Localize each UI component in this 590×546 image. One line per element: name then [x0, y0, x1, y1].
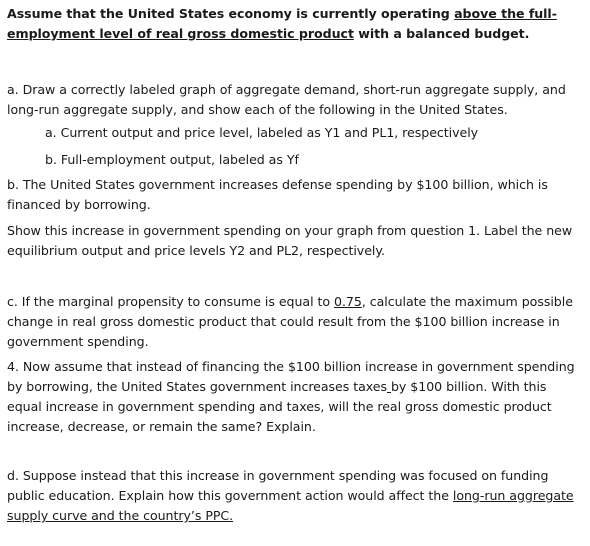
question-4-text-start: 4. Now assume that instead of financing the $100 billion increase in government spending by borrowing, the United States government increases taxes — [7, 359, 575, 394]
question-4-text-end: by $100 billion. With this equal increase in government spending and taxes, will the real gross domestic product increase, decrease, or remain the same? Explain. — [7, 379, 552, 434]
question-b-followup: Show this increase in government spending on your graph from question 1. Label the new equilibrium output and price levels Y2 and PL2, respectively. — [7, 223, 573, 258]
question-a: a. Draw a correctly labeled graph of aggregate demand, short-run aggregate supply, and long-run aggregate supply, and show each of the following in the United States. — [7, 82, 566, 117]
question-4 — [7, 357, 585, 437]
question-d-underlined-phrase: long-run aggregate supply curve and the country’s PPC. — [7, 488, 574, 523]
question-c-text-start: c. If the marginal propensity to consume is equal to — [7, 294, 334, 309]
intro-text-start: Assume that the United States economy is currently operating — [7, 6, 455, 21]
question-a-sub-a: a. Current output and price level, labeled as Y1 and PL1, respectively — [45, 125, 479, 140]
question-c-text-end: , calculate the maximum possible change in real gross domestic product that could result from the $100 billion increase in government spending. — [7, 294, 573, 349]
question-c — [7, 292, 585, 352]
question-b: b. The United States government increases defense spending by $100 billion, which is financed by borrowing. — [7, 177, 548, 212]
question-a-sub-b: b. Full-employment output, labeled as Yf — [45, 152, 299, 167]
intro-underlined-phrase: above the full-employment level of real gross domestic product — [7, 6, 557, 41]
question-d — [7, 466, 585, 526]
mpc-value: 0.75 — [334, 294, 362, 309]
question-d-text-start: d. Suppose instead that this increase in government spending was focused on funding public education. Explain how this government action would affect the — [7, 468, 549, 503]
intro-paragraph — [7, 4, 585, 44]
intro-text-end: with a balanced budget. — [353, 26, 530, 41]
